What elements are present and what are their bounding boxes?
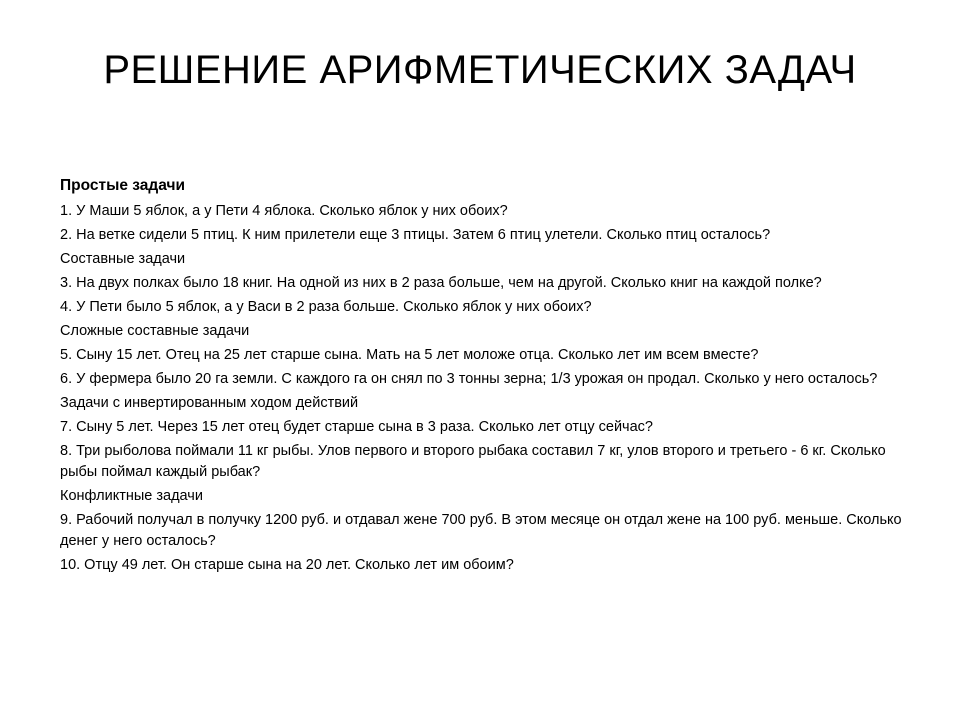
problem-3: 3. На двух полках было 18 книг. На одной из них в 2 раза больше, чем на другой. Сколько книг на каждой полке? (60, 275, 822, 291)
slide-content (60, 175, 910, 579)
problem-1: 1. У Маши 5 яблок, а у Пети 4 яблока. Сколько яблок у них обоих? (60, 203, 508, 219)
problem-5: 5. Сыну 15 лет. Отец на 25 лет старше сына. Мать на 5 лет моложе отца. Сколько лет им всем вместе? (60, 347, 759, 363)
problem-2: 2. На ветке сидели 5 птиц. К ним прилетели еще 3 птицы. Затем 6 птиц улетели. Сколько птиц осталось? (60, 227, 771, 243)
problem-4: 4. У Пети было 5 яблок, а у Васи в 2 раза больше. Сколько яблок у них обоих? (60, 299, 592, 315)
problem-7: 7. Сыну 5 лет. Через 15 лет отец будет старше сына в 3 раза. Сколько лет отцу сейчас? (60, 419, 653, 435)
problem-10: 10. Отцу 49 лет. Он старше сына на 20 лет. Сколько лет им обоим? (60, 557, 514, 573)
section-heading-complex-compound: Сложные составные задачи (60, 323, 250, 339)
problem-8: 8. Три рыболова поймали 11 кг рыбы. Улов первого и второго рыбака составил 7 кг, улов второго и третьего - 6 кг. Сколько рыбы поймал каждый рыбак? (60, 443, 886, 480)
slide-title: РЕШЕНИЕ АРИФМЕТИЧЕСКИХ ЗАДАЧ (103, 48, 857, 92)
problem-9: 9. Рабочий получал в получку 1200 руб. и отдавал жене 700 руб. В этом месяце он отдал жене на 100 руб. меньше. Сколько денег у него осталось? (60, 512, 902, 549)
section-heading-conflict: Конфликтные задачи (60, 488, 203, 504)
section-heading-inverted: Задачи с инвертированным ходом действий (60, 395, 359, 411)
problem-6: 6. У фермера было 20 га земли. С каждого га он снял по 3 тонны зерна; 1/3 урожая он продал. Сколько у него осталось? (60, 371, 878, 387)
section-heading-simple: Простые задачи (60, 177, 185, 194)
section-heading-compound: Составные задачи (60, 251, 186, 267)
